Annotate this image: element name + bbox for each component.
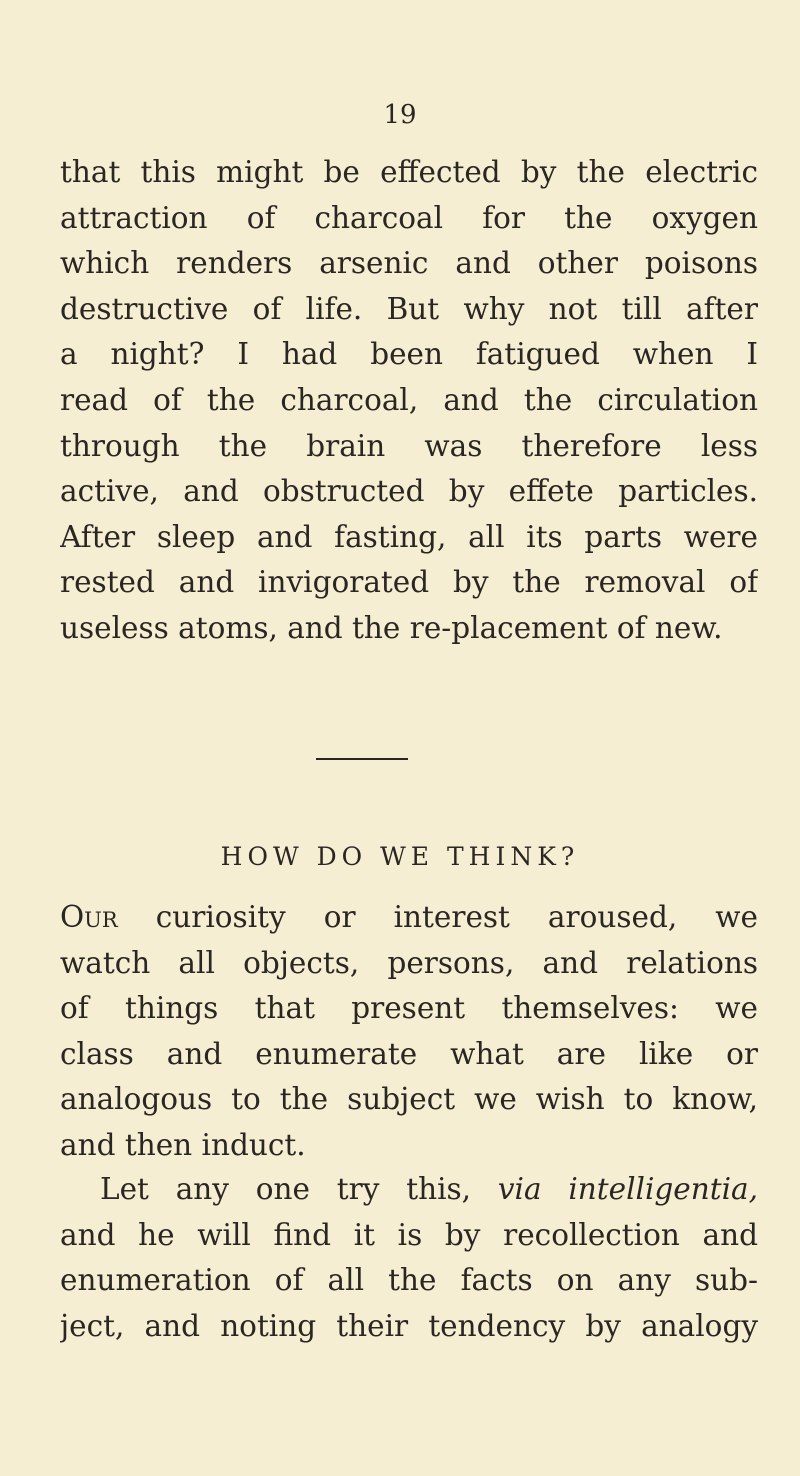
line-text: curiosity or interest aroused, we <box>117 900 758 934</box>
text-line: enumeration of all the facts on any sub- <box>60 1263 758 1298</box>
text-line: that this might be effected by the electric <box>60 155 758 189</box>
text-line: After sleep and fasting, all its parts were <box>60 519 758 554</box>
paragraph-1 <box>60 150 758 652</box>
text-line: which renders arsenic and other poisons <box>60 246 758 281</box>
text-line: and he will find it is by recollection and <box>60 1217 758 1252</box>
paragraph-2 <box>60 895 758 1169</box>
italic-phrase: via intelligentia, <box>497 1172 758 1206</box>
drop-word: Our <box>60 900 118 934</box>
line-text: Let any one try this, <box>100 1172 498 1206</box>
text-line: watch all objects, persons, and relations <box>60 945 758 980</box>
text-line <box>60 895 758 941</box>
text-line: destructive of life. But why not till after <box>60 291 758 326</box>
text-line: read of the charcoal, and the circulation <box>60 382 758 417</box>
text-line: useless atoms, and the re-placement of new. <box>60 610 723 645</box>
text-line: analogous to the subject we wish to know, <box>60 1082 758 1117</box>
text-line: through the brain was therefore less <box>60 428 758 463</box>
text-line: and then induct. <box>60 1127 306 1162</box>
text-line: of things that present themselves: we <box>60 991 758 1026</box>
text-line: rested and invigorated by the removal of <box>60 565 758 600</box>
text-line: active, and obstructed by effete particles. <box>60 474 758 509</box>
text-line <box>60 1167 758 1213</box>
section-divider <box>316 758 408 760</box>
page-number: 19 <box>383 100 417 130</box>
text-line: class and enumerate what are like or <box>60 1036 758 1071</box>
section-heading: HOW DO WE THINK? <box>220 842 580 871</box>
text-line: ject, and noting their tendency by analogy <box>60 1308 758 1343</box>
paragraph-3 <box>60 1167 758 1349</box>
text-line: a night? I had been fatigued when I <box>60 337 758 372</box>
text-line: attraction of charcoal for the oxygen <box>60 200 758 235</box>
